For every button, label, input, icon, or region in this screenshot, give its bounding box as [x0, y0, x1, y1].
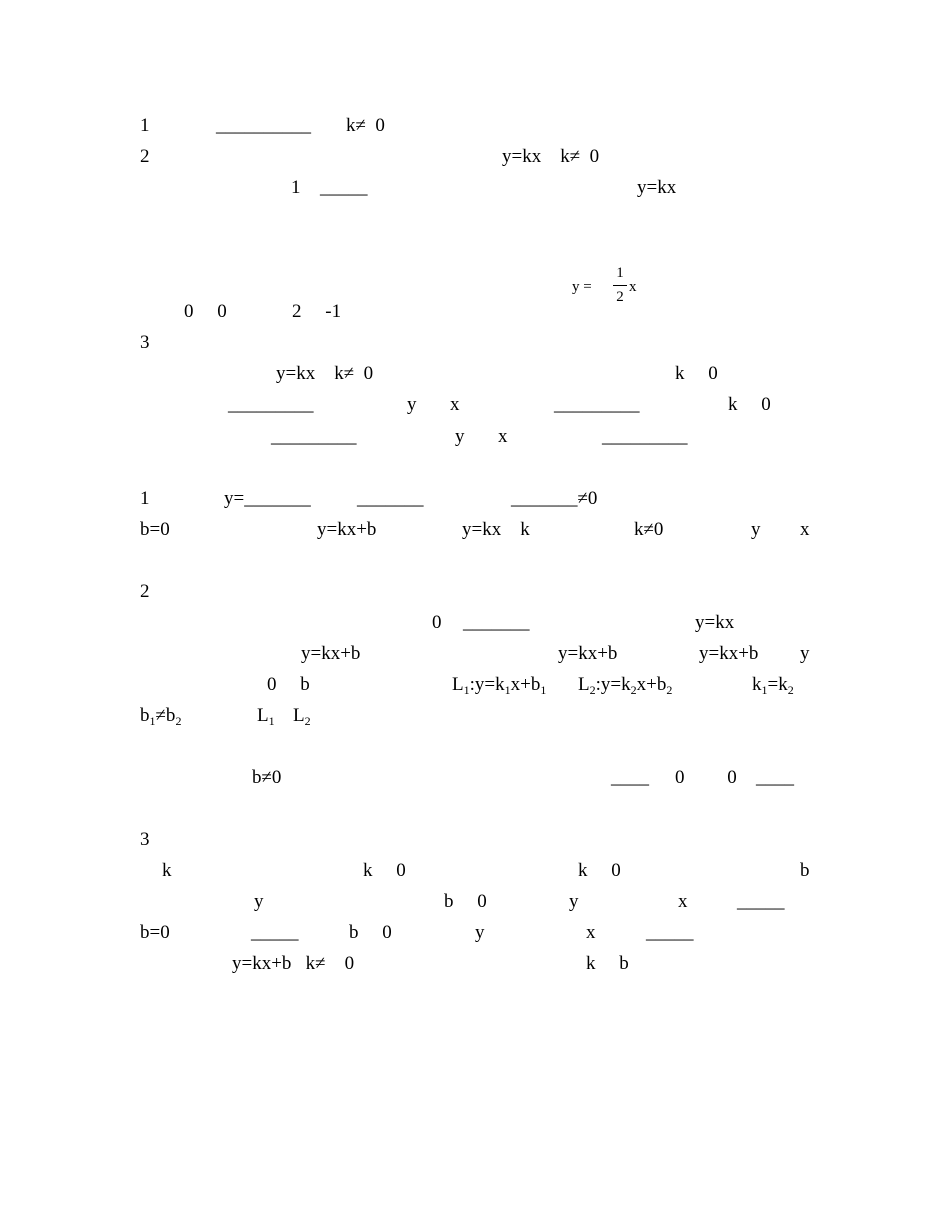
variable-text: x: [586, 922, 596, 943]
fraction-denominator: 2: [616, 289, 624, 305]
condition-text: b≠0: [252, 767, 282, 788]
variable-text: x: [450, 394, 460, 415]
blank-line: _______: [357, 488, 424, 509]
item-number: 3: [140, 332, 150, 353]
variable-text: k: [162, 860, 172, 881]
blank-line: ____: [756, 767, 794, 788]
variable-text: k b: [586, 953, 629, 974]
intercept-inequality: $b_1\ne b_2$: [140, 705, 182, 728]
item-number: 1: [140, 488, 150, 509]
variable-text: y: [407, 394, 417, 415]
formula-text: y=kx+b k≠ 0: [232, 953, 355, 974]
number-text: 0 0: [675, 767, 737, 788]
item-number: 3: [140, 829, 150, 850]
formula-text: y=kx: [695, 612, 735, 633]
condition-text: b=0: [140, 922, 170, 943]
condition-text: b=0: [140, 519, 170, 540]
item-number: 2: [140, 581, 150, 602]
variable-text: x: [800, 519, 810, 540]
formula-text: y=kx+b: [301, 643, 361, 664]
blank-line: _________: [228, 394, 314, 415]
formula-text: y=kx k≠ 0: [502, 146, 600, 167]
condition-text: b 0: [349, 922, 392, 943]
blank-line: _________: [602, 426, 688, 447]
variable-text: x: [498, 426, 508, 447]
item-number: 2: [140, 146, 150, 167]
variable-text: y: [569, 891, 579, 912]
fraction-numerator: 1: [616, 265, 624, 281]
formula-text: y=kx+b: [558, 643, 618, 664]
blank-line: _____: [646, 922, 694, 943]
variable-text: y: [475, 922, 485, 943]
condition-text: k 0: [728, 394, 771, 415]
condition-text: k 0: [578, 860, 621, 881]
variable-text: y: [455, 426, 465, 447]
condition-text: k≠0: [634, 519, 664, 540]
variable-text: b: [800, 860, 810, 881]
blank-line: _____: [737, 891, 785, 912]
blank-line: _______: [463, 612, 530, 633]
blank-line: _________: [271, 426, 357, 447]
blank-line: _________: [554, 394, 640, 415]
slope-equality: $k_1=k_2$: [752, 674, 794, 697]
formula-text: y=_______: [224, 488, 311, 509]
point-coordinates: 2 -1: [292, 301, 342, 322]
condition-text: b 0: [444, 891, 487, 912]
blank-line: _____: [320, 177, 368, 198]
blank-line: _______≠0: [511, 488, 598, 509]
condition-text: k 0: [363, 860, 406, 881]
formula-text: y=kx: [637, 177, 677, 198]
point-coordinates: 0 b: [267, 674, 310, 695]
formula-text: y=kx k≠ 0: [276, 363, 374, 384]
blank-line: __________: [216, 115, 311, 136]
variable-text: y: [800, 643, 810, 664]
fraction-bar: [613, 285, 627, 286]
point-coordinates: 0 0: [184, 301, 227, 322]
condition-text: k 0: [675, 363, 718, 384]
line-label-L1: $L_1$: [257, 705, 275, 728]
number-text: 0: [432, 612, 442, 633]
condition-text: k≠ 0: [346, 115, 385, 136]
variable-text: y: [751, 519, 761, 540]
line-label-L2: $L_2$: [293, 705, 311, 728]
item-number: 1: [140, 115, 150, 136]
item-number: 1: [291, 177, 301, 198]
line-equation-L2: $L_2:y=k_2x+b_2$: [578, 674, 673, 697]
formula-text: y=kx+b: [699, 643, 759, 664]
blank-line: ____: [611, 767, 649, 788]
variable-text: x: [678, 891, 688, 912]
formula-text: y=kx k: [462, 519, 530, 540]
line-equation-L1: $L_1:y=k_1x+b_1$: [452, 674, 547, 697]
variable-text: y: [254, 891, 264, 912]
blank-line: _____: [251, 922, 299, 943]
fraction-lhs: y =: [572, 279, 592, 295]
formula-text: y=kx+b: [317, 519, 377, 540]
fraction-variable: x: [629, 279, 637, 295]
